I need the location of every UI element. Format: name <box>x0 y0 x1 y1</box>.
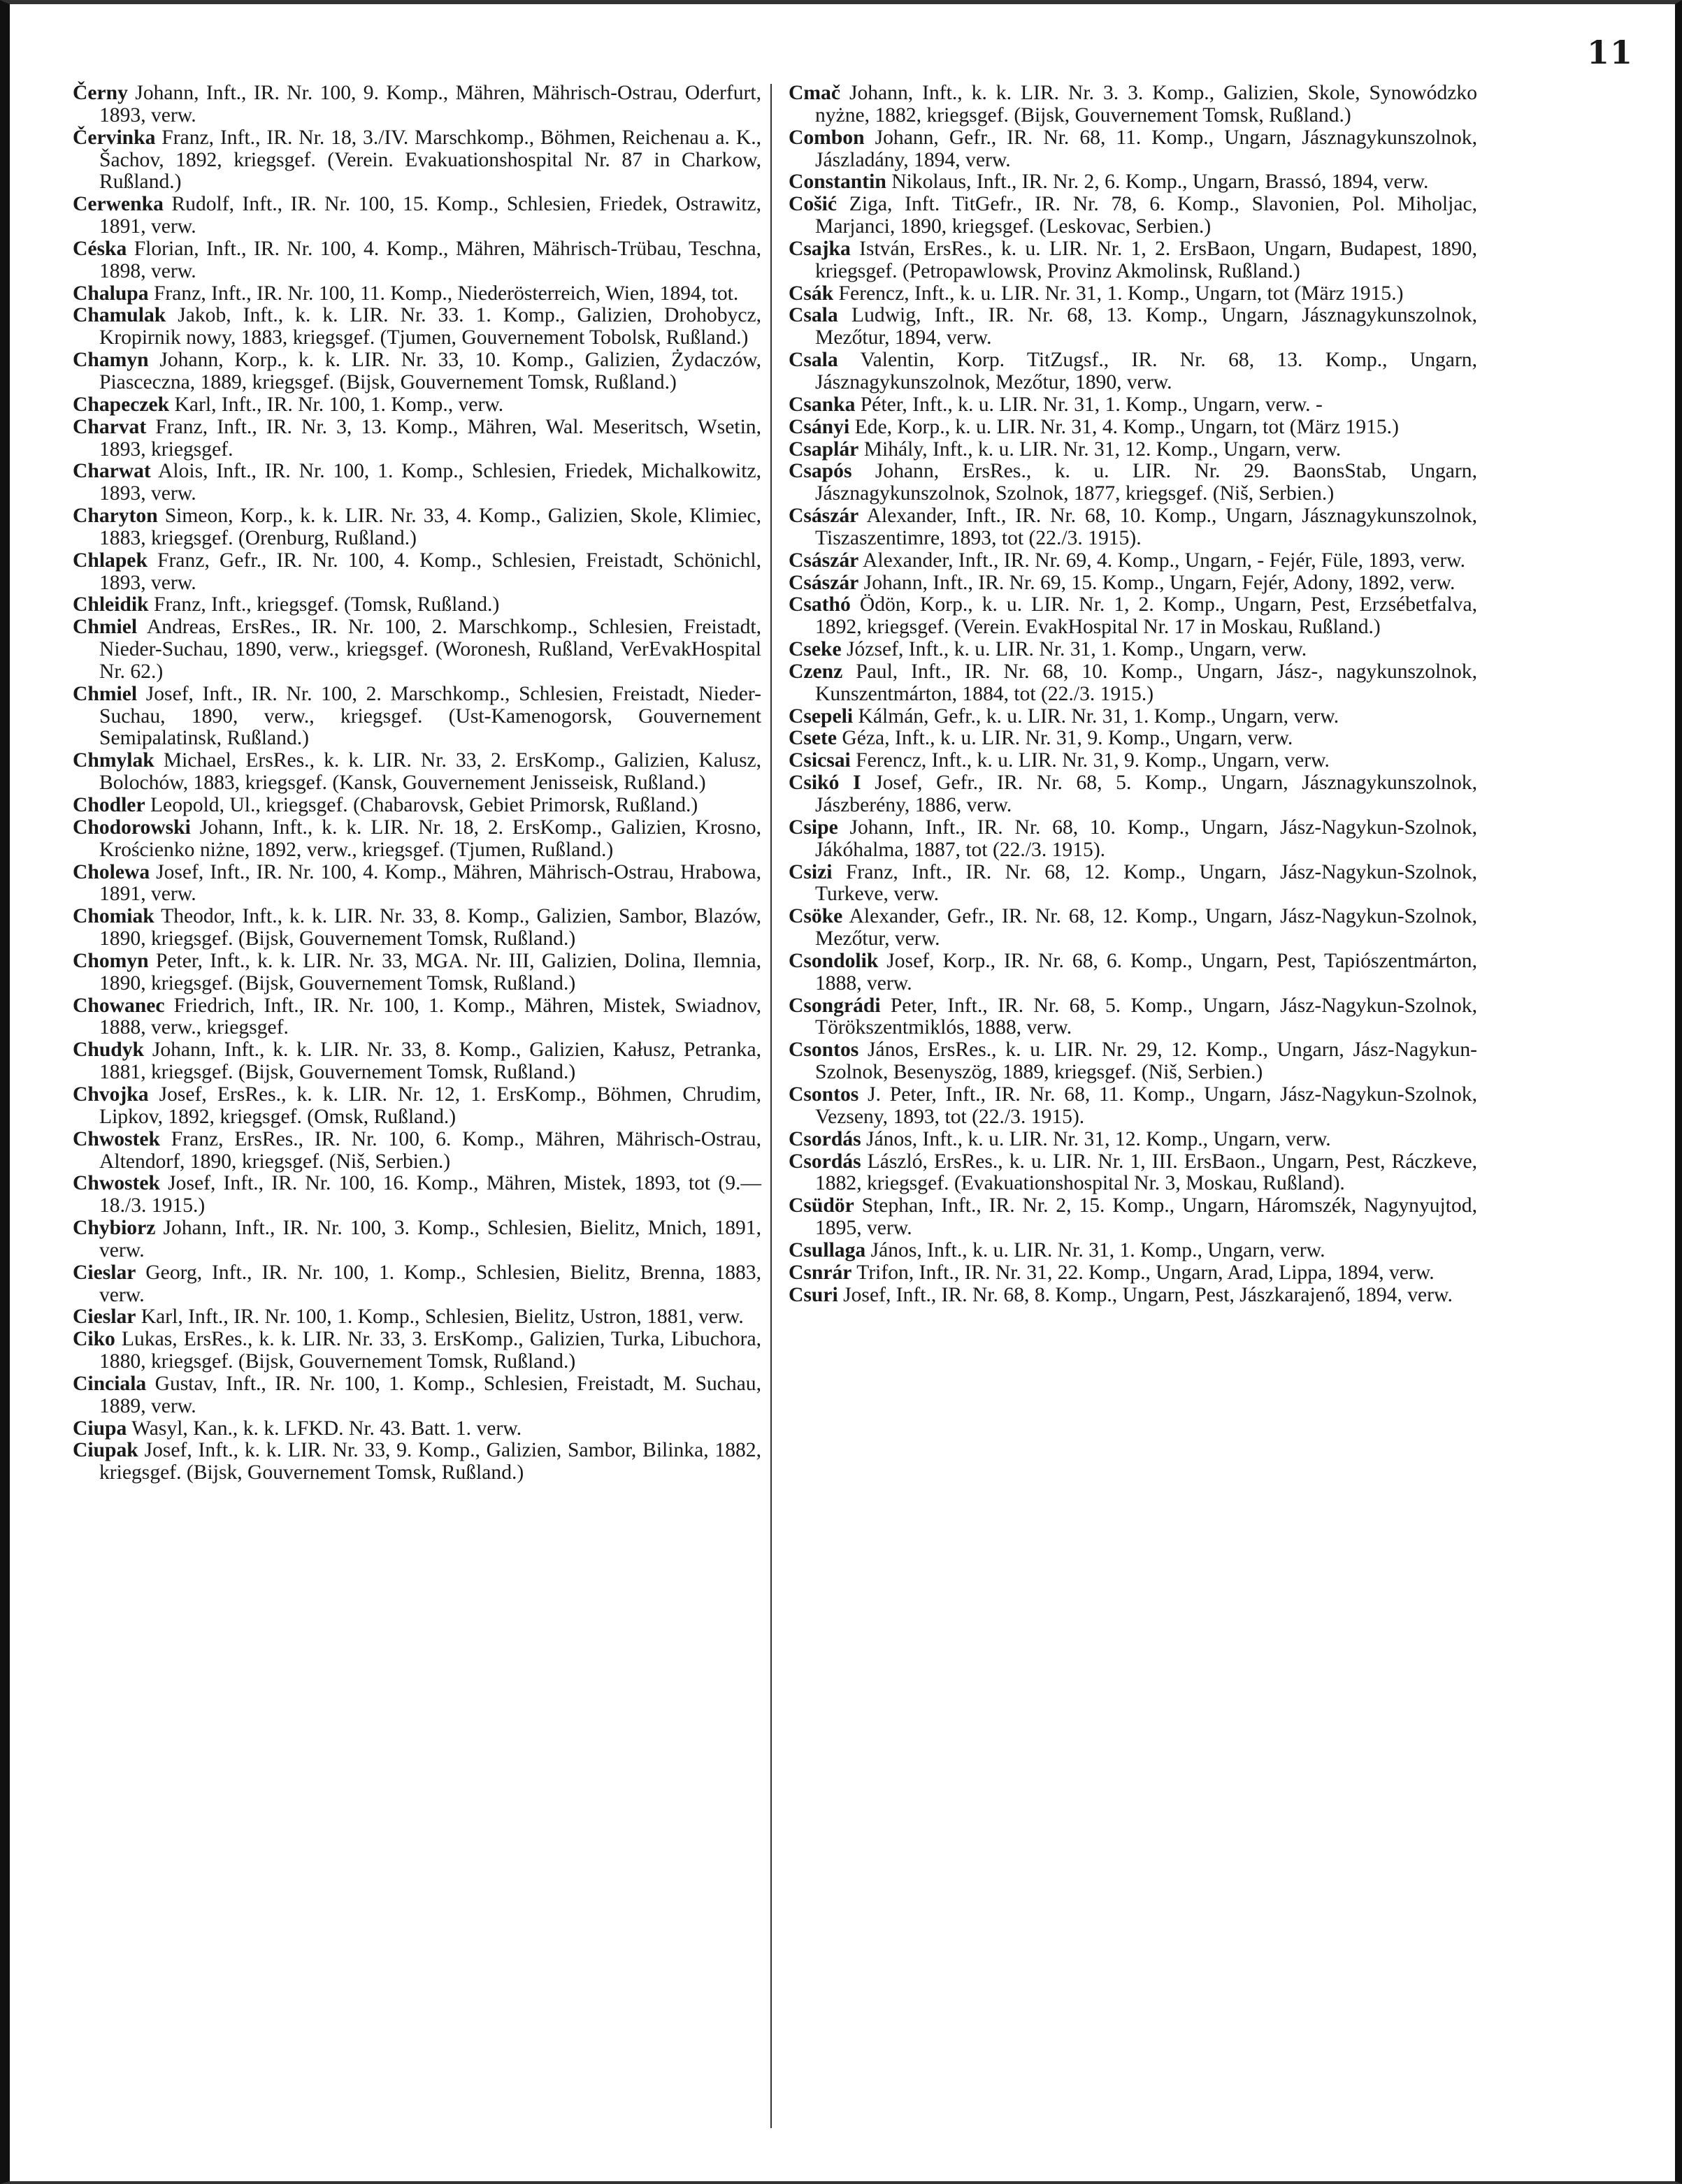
entry-surname: Ciko <box>73 1328 115 1351</box>
entry-details: Leopold, Ul., kriegsgef. (Chabarovsk, Gebiet Primorsk, Rußland.) <box>145 794 698 816</box>
entry-surname: Céska <box>73 237 127 260</box>
list-entry <box>789 995 1477 1040</box>
list-entry <box>789 750 1477 772</box>
entry-details: Alexander, Inft., IR. Nr. 69, 4. Komp., Ungarn, - Fejér, Füle, 1893, verw. <box>858 549 1466 572</box>
list-entry <box>789 1039 1477 1084</box>
entry-surname: Cmač <box>789 82 840 104</box>
entry-surname: Ciupa <box>73 1417 127 1440</box>
entry-surname: Cošić <box>789 193 838 216</box>
entry-details: Wasyl, Kan., k. k. LFKD. Nr. 43. Batt. 1. verw. <box>127 1417 522 1440</box>
list-entry <box>73 684 761 751</box>
list-entry <box>789 505 1477 550</box>
entry-details: Ferencz, Inft., k. u. LIR. Nr. 31, 1. Komp., Ungarn, tot (März 1915.) <box>833 282 1404 305</box>
entry-surname: Chapeczek <box>73 393 170 416</box>
list-entry <box>73 750 761 795</box>
entry-surname: Chvojka <box>73 1083 149 1106</box>
entry-surname: Csajka <box>789 237 851 260</box>
entry-details: Ede, Korp., k. u. LIR. Nr. 31, 4. Komp., Ungarn, tot (März 1915.) <box>849 415 1399 438</box>
entry-details: Nikolaus, Inft., IR. Nr. 2, 6. Komp., Ungarn, Brassó, 1894, verw. <box>886 171 1429 194</box>
entry-details: Kálmán, Gefr., k. u. LIR. Nr. 31, 1. Komp., Ungarn, verw. <box>853 704 1339 728</box>
entry-details: Josef, Inft., k. k. LIR. Nr. 33, 9. Komp., Galizien, Sambor, Bilinka, 1882, kriegsgef. (Bijsk, Gouvernement Tomsk, Rußland.) <box>99 1439 761 1484</box>
entry-surname: Csullaga <box>789 1238 866 1261</box>
entry-surname: Chamulak <box>73 304 166 327</box>
entry-surname: Chudyk <box>73 1039 145 1062</box>
list-entry <box>73 950 761 995</box>
entry-surname: Černy <box>73 82 128 104</box>
list-entry <box>789 550 1477 572</box>
list-entry <box>73 305 761 349</box>
entry-details: Rudolf, Inft., IR. Nr. 100, 15. Komp., Schlesien, Friedek, Ostrawitz, 1891, verw. <box>99 193 761 238</box>
list-entry <box>789 639 1477 661</box>
page-number: 11 <box>1586 34 1633 71</box>
entry-details: Franz, Inft., IR. Nr. 100, 11. Komp., Niederösterreich, Wien, 1894, tot. <box>148 282 739 305</box>
list-entry <box>73 417 761 461</box>
entry-surname: Csuri <box>789 1283 838 1306</box>
entry-details: Josef, Inft., IR. Nr. 68, 8. Komp., Ungarn, Pest, Jászkarajenő, 1894, verw. <box>838 1283 1453 1306</box>
list-entry <box>73 194 761 238</box>
list-entry <box>789 572 1477 595</box>
list-entry <box>73 1418 761 1440</box>
list-entry <box>73 1129 761 1173</box>
list-entry <box>789 305 1477 349</box>
list-entry <box>789 817 1477 862</box>
entry-surname: Csepeli <box>789 704 854 728</box>
entry-surname: Csaplár <box>789 437 859 461</box>
list-entry <box>73 1173 761 1217</box>
list-entry <box>789 127 1477 172</box>
entry-details: Theodor, Inft., k. k. LIR. Nr. 33, 8. Komp., Galizien, Sambor, Blazów, 1890, kriegsgef. (Bijsk, Gouvernement Tomsk, Rußland.) <box>99 905 761 950</box>
list-entry <box>73 82 761 127</box>
left-column <box>73 82 761 1484</box>
entry-surname: Csontos <box>789 1039 859 1062</box>
list-entry <box>789 439 1477 461</box>
entry-details: Georg, Inft., IR. Nr. 100, 1. Komp., Schlesien, Bielitz, Brenna, 1883, verw. <box>99 1261 761 1306</box>
entry-details: Friedrich, Inft., IR. Nr. 100, 1. Komp., Mähren, Mistek, Swiadnov, 1888, verw., kriegsgef. <box>99 994 761 1039</box>
entry-details: Johann, Inft., IR. Nr. 100, 3. Komp., Schlesien, Bielitz, Mnich, 1891, verw. <box>99 1217 761 1261</box>
entry-details: Valentin, Korp. TitZugsf., IR. Nr. 68, 13. Komp., Ungarn, Jásznagykunszolnok, Mezőtur, 1890, verw. <box>815 349 1477 393</box>
entry-surname: Csordás <box>789 1150 861 1173</box>
entry-surname: Csontos <box>789 1083 859 1106</box>
entry-details: Johann, ErsRes., k. u. LIR. Nr. 29. BaonsStab, Ungarn, Jásznagykunszolnok, Szolnok, 1877, kriegsgef. (Niš, Serbien.) <box>815 460 1477 505</box>
entry-details: Simeon, Korp., k. k. LIR. Nr. 33, 4. Komp., Galizien, Skole, Klimiec, 1883, kriegsgef. (Orenburg, Rußland.) <box>99 505 761 549</box>
list-entry <box>73 906 761 950</box>
list-entry <box>73 1329 761 1373</box>
entry-surname: Császár <box>789 571 859 594</box>
entry-surname: Csák <box>789 282 834 305</box>
entry-details: Josef, Inft., IR. Nr. 100, 2. Marschkomp., Schlesien, Freistadt, Nieder-Suchau, 1890, verw., kriegsgef. (Ust-Kamenogorsk, Gouvernement Semipalatinsk, Rußland.) <box>99 682 761 750</box>
entry-surname: Chodler <box>73 794 145 816</box>
entry-details: Michael, ErsRes., k. k. LIR. Nr. 33, 2. ErsKomp., Galizien, Kalusz, Bolochów, 1883, kriegsgef. (Kansk, Gouvernement Jenisseisk, Rußland.) <box>99 749 761 795</box>
entry-surname: Chleidik <box>73 593 149 616</box>
entry-details: Karl, Inft., IR. Nr. 100, 1. Komp., verw. <box>169 393 504 416</box>
entry-details: János, Inft., k. u. LIR. Nr. 31, 12. Komp., Ungarn, verw. <box>861 1127 1331 1150</box>
entry-surname: Chomiak <box>73 905 154 928</box>
list-entry <box>789 283 1477 305</box>
entry-surname: Cholewa <box>73 860 150 883</box>
entry-surname: Csizi <box>789 860 833 883</box>
list-entry <box>73 817 761 862</box>
list-entry <box>789 1195 1477 1240</box>
entry-details: János, Inft., k. u. LIR. Nr. 31, 1. Komp., Ungarn, verw. <box>865 1238 1325 1261</box>
entry-surname: Császár <box>789 505 859 528</box>
list-entry <box>789 1129 1477 1151</box>
entry-details: Péter, Inft., k. u. LIR. Nr. 31, 1. Komp., Ungarn, verw. - <box>855 393 1323 416</box>
entry-surname: Chlapek <box>73 549 148 572</box>
entry-surname: Csüdör <box>789 1194 854 1217</box>
entry-surname: Cieslar <box>73 1261 136 1284</box>
entry-surname: Charvat <box>73 415 147 438</box>
entry-details: Géza, Inft., k. u. LIR. Nr. 31, 9. Komp., Ungarn, verw. <box>837 727 1293 750</box>
right-column <box>789 82 1477 1306</box>
entry-details: Johann, Inft., k. k. LIR. Nr. 18, 2. ErsKomp., Galizien, Krosno, Krościenko niżne, 1892, verw., kriegsgef. (Tjumen, Rußland.) <box>99 816 761 861</box>
list-entry <box>789 1151 1477 1196</box>
entry-surname: Chmylak <box>73 749 154 772</box>
list-entry <box>789 906 1477 950</box>
entry-details: Mihály, Inft., k. u. LIR. Nr. 31, 12. Komp., Ungarn, verw. <box>858 437 1342 461</box>
entry-details: József, Inft., k. u. LIR. Nr. 31, 1. Komp., Ungarn, verw. <box>841 638 1307 661</box>
list-entry <box>789 461 1477 505</box>
list-entry <box>73 1217 761 1262</box>
list-entry <box>73 1306 761 1329</box>
list-entry <box>789 1262 1477 1285</box>
entry-details: Josef, ErsRes., k. k. LIR. Nr. 12, 1. ErsKomp., Böhmen, Chrudim, Lipkov, 1892, kriegsgef. (Omsk, Rußland.) <box>99 1083 761 1128</box>
list-entry <box>73 238 761 283</box>
entry-details: Gustav, Inft., IR. Nr. 100, 1. Komp., Schlesien, Freistadt, M. Suchau, 1889, verw. <box>99 1372 761 1417</box>
entry-surname: Csikó I <box>789 772 861 795</box>
entry-surname: Csányi <box>789 415 850 438</box>
entry-details: Johann, Inft., k. k. LIR. Nr. 33, 8. Komp., Galizien, Kałusz, Petranka, 1881, kriegsgef. (Bijsk, Gouvernement Tomsk, Rußland.) <box>99 1039 761 1084</box>
entry-surname: Červinka <box>73 126 156 149</box>
entry-details: János, ErsRes., k. u. LIR. Nr. 29, 12. Komp., Ungarn, Jász-Nagykun-Szolnok, Besenyszög, 1889, kriegsgef. (Niš, Serbien.) <box>815 1039 1477 1084</box>
entry-details: Andreas, ErsRes., IR. Nr. 100, 2. Marschkomp., Schlesien, Freistadt, Nieder-Suchau, 1890, verw., kriegsgef. (Woronesh, Rußland, VerEvakHospital Nr. 62.) <box>99 616 761 683</box>
list-entry <box>789 349 1477 394</box>
entry-surname: Császár <box>789 549 859 572</box>
entry-details: Josef, Inft., IR. Nr. 100, 4. Komp., Mähren, Mährisch-Ostrau, Hrabowa, 1891, verw. <box>99 860 761 906</box>
entry-surname: Csapós <box>789 460 852 483</box>
entry-details: Johann, Inft., k. k. LIR. Nr. 3. 3. Komp., Galizien, Skole, Synowódzko nyżne, 1882, kriegsgef. (Bijsk, Gouvernement Tomsk, Rußland.) <box>815 82 1477 126</box>
entry-surname: Czenz <box>789 660 843 683</box>
list-entry <box>789 594 1477 639</box>
entry-surname: Chybiorz <box>73 1217 156 1240</box>
list-entry <box>73 550 761 595</box>
list-entry <box>789 417 1477 439</box>
entry-details: Peter, Inft., k. k. LIR. Nr. 33, MGA. Nr. III, Galizien, Dolina, Ilemnia, 1890, kriegsgef. (Bijsk, Gouvernement Tomsk, Rußland.) <box>99 949 761 995</box>
entry-details: Ludwig, Inft., IR. Nr. 68, 13. Komp., Ungarn, Jásznagykunszolnok, Mezőtur, 1894, verw. <box>815 304 1477 349</box>
entry-surname: Csordás <box>789 1127 861 1150</box>
entry-surname: Csicsai <box>789 749 851 772</box>
entry-details: Karl, Inft., IR. Nr. 100, 1. Komp., Schlesien, Bielitz, Ustron, 1881, verw. <box>136 1306 744 1329</box>
list-entry <box>73 1262 761 1307</box>
entry-details: Ziga, Inft. TitGefr., IR. Nr. 78, 6. Komp., Slavonien, Pol. Miholjac, Marjanci, 1890, kriegsgef. (Leskovac, Serbien.) <box>815 193 1477 238</box>
entry-details: Jakob, Inft., k. k. LIR. Nr. 33. 1. Komp., Galizien, Drohobycz, Kropirnik nowy, 1883, kriegsgef. (Tjumen, Gouvernement Tobolsk, Rußland.) <box>99 304 761 349</box>
entry-details: Lukas, ErsRes., k. k. LIR. Nr. 33, 3. ErsKomp., Galizien, Turka, Libuchora, 1880, kriegsgef. (Bijsk, Gouvernement Tomsk, Rußland.) <box>99 1328 761 1373</box>
entry-surname: Constantin <box>789 171 886 194</box>
entry-surname: Chalupa <box>73 282 149 305</box>
entry-details: Josef, Korp., IR. Nr. 68, 6. Komp., Ungarn, Pest, Tapiószentmárton, 1888, verw. <box>815 949 1477 995</box>
list-entry <box>73 594 761 616</box>
entry-details: László, ErsRes., k. u. LIR. Nr. 1, III. ErsBaon., Ungarn, Pest, Ráczkeve, 1882, kriegsgef. (Evakuationshospital Nr. 3, Moskau, Rußland). <box>815 1150 1477 1195</box>
entry-details: Franz, Inft., IR. Nr. 18, 3./IV. Marschkomp., Böhmen, Reichenau a. K., Šachov, 1892, kriegsgef. (Verein. Evakuationshospital Nr. 87 in Charkow, Rußland.) <box>99 126 761 194</box>
entry-surname: Chowanec <box>73 994 165 1017</box>
list-entry <box>73 505 761 550</box>
list-entry <box>73 616 761 684</box>
column-divider <box>770 84 772 2128</box>
entry-details: Florian, Inft., IR. Nr. 100, 4. Komp., Mähren, Mährisch-Trübau, Teschna, 1898, verw. <box>99 237 761 282</box>
entry-surname: Chwostek <box>73 1127 160 1150</box>
list-entry <box>789 82 1477 127</box>
entry-surname: Csala <box>789 349 838 372</box>
entry-details: Peter, Inft., IR. Nr. 68, 5. Komp., Ungarn, Jász-Nagykun-Szolnok, Törökszentmiklós, 1888, verw. <box>815 994 1477 1039</box>
entry-surname: Csöke <box>789 905 843 928</box>
entry-details: Johann, Gefr., IR. Nr. 68, 11. Komp., Ungarn, Jásznagykunszolnok, Jászladány, 1894, verw. <box>815 126 1477 171</box>
entry-details: Alexander, Gefr., IR. Nr. 68, 12. Komp., Ungarn, Jász-Nagykun-Szolnok, Mezőtur, verw. <box>815 905 1477 950</box>
entry-details: Alexander, Inft., IR. Nr. 68, 10. Komp., Ungarn, Jásznagykunszolnok, Tiszaszentimre, 1893, tot (22./3. 1915). <box>815 505 1477 549</box>
entry-surname: Csnrár <box>789 1261 852 1284</box>
entry-details: Trifon, Inft., IR. Nr. 31, 22. Komp., Ungarn, Arad, Lippa, 1894, verw. <box>851 1261 1435 1284</box>
entry-details: Johann, Inft., IR. Nr. 100, 9. Komp., Mähren, Mährisch-Ostrau, Oderfurt, 1893, verw. <box>99 82 761 126</box>
entry-surname: Csongrádi <box>789 994 881 1017</box>
entry-surname: Charyton <box>73 505 158 528</box>
entry-surname: Cinciala <box>73 1372 147 1395</box>
list-entry <box>73 1084 761 1129</box>
list-entry <box>789 1240 1477 1262</box>
entry-details: Ödön, Korp., k. u. LIR. Nr. 1, 2. Komp., Ungarn, Pest, Erzsébetfalva, 1892, kriegsgef. (Verein. EvakHospital Nr. 17 in Moskau, Rußland.) <box>815 593 1477 639</box>
entry-surname: Csala <box>789 304 838 327</box>
list-entry <box>73 1373 761 1418</box>
entry-surname: Csete <box>789 727 838 750</box>
entry-surname: Chwostek <box>73 1172 160 1195</box>
list-entry <box>73 127 761 194</box>
list-entry <box>789 950 1477 995</box>
list-entry <box>73 995 761 1040</box>
entry-surname: Cieslar <box>73 1306 136 1329</box>
list-entry <box>73 394 761 417</box>
entry-surname: Chmiel <box>73 616 138 639</box>
entry-details: Josef, Gefr., IR. Nr. 68, 5. Komp., Ungarn, Jásznagykunszolnok, Jászberény, 1886, verw. <box>815 772 1478 816</box>
entry-details: Stephan, Inft., IR. Nr. 2, 15. Komp., Ungarn, Háromszék, Nagynyujtod, 1895, verw. <box>815 1194 1477 1240</box>
list-entry <box>789 772 1477 817</box>
entry-details: J. Peter, Inft., IR. Nr. 68, 11. Komp., Ungarn, Jász-Nagykun-Szolnok, Vezseny, 1893, tot (22./3. 1915). <box>815 1083 1477 1128</box>
entry-surname: Combon <box>789 126 865 149</box>
list-entry <box>73 283 761 305</box>
list-entry <box>73 1440 761 1484</box>
entry-surname: Csipe <box>789 816 838 839</box>
entry-surname: Chmiel <box>73 682 138 705</box>
list-entry <box>789 661 1477 706</box>
entry-details: Josef, Inft., IR. Nr. 100, 16. Komp., Mähren, Mistek, 1893, tot (9.—18./3. 1915.) <box>99 1172 761 1217</box>
list-entry <box>73 795 761 817</box>
entry-surname: Chomyn <box>73 949 149 972</box>
entry-details: Johann, Inft., IR. Nr. 68, 10. Komp., Ungarn, Jász-Nagykun-Szolnok, Jákóhalma, 1887, tot (22./3. 1915). <box>815 816 1477 861</box>
list-entry <box>789 394 1477 417</box>
list-entry <box>789 706 1477 728</box>
entry-surname: Cseke <box>789 638 842 661</box>
list-entry <box>73 862 761 906</box>
list-entry <box>789 171 1477 194</box>
entry-surname: Csanka <box>789 393 856 416</box>
entry-details: Franz, ErsRes., IR. Nr. 100, 6. Komp., Mähren, Mährisch-Ostrau, Altendorf, 1890, kriegsgef. (Niš, Serbien.) <box>99 1127 761 1173</box>
list-entry <box>789 1084 1477 1129</box>
list-entry <box>789 238 1477 283</box>
list-entry <box>789 194 1477 238</box>
entry-surname: Cerwenka <box>73 193 164 216</box>
list-entry <box>73 349 761 394</box>
entry-details: Franz, Gefr., IR. Nr. 100, 4. Komp., Schlesien, Freistadt, Schönichl, 1893, verw. <box>99 549 761 594</box>
entry-details: Johann, Korp., k. k. LIR. Nr. 33, 10. Komp., Galizien, Żydaczów, Piasceczna, 1889, kriegsgef. (Bijsk, Gouvernement Tomsk, Rußland.) <box>99 349 761 393</box>
entry-details: Franz, Inft., kriegsgef. (Tomsk, Rußland.) <box>148 593 500 616</box>
entry-surname: Ciupak <box>73 1439 138 1462</box>
entry-surname: Csondolik <box>789 949 879 972</box>
entry-details: Paul, Inft., IR. Nr. 68, 10. Komp., Ungarn, Jász-, nagykunszolnok, Kunszentmárton, 1884, tot (22./3. 1915.) <box>815 660 1477 705</box>
entry-surname: Charwat <box>73 460 151 483</box>
list-entry <box>789 1285 1477 1307</box>
list-entry <box>73 1039 761 1084</box>
entry-details: István, ErsRes., k. u. LIR. Nr. 1, 2. ErsBaon, Ungarn, Budapest, 1890, kriegsgef. (Petropawlowsk, Provinz Akmolinsk, Rußland.) <box>815 237 1477 282</box>
entry-surname: Chodorowski <box>73 816 191 839</box>
list-entry <box>789 728 1477 750</box>
entry-details: Johann, Inft., IR. Nr. 69, 15. Komp., Ungarn, Fejér, Adony, 1892, verw. <box>858 571 1455 594</box>
entry-details: Ferencz, Inft., k. u. LIR. Nr. 31, 9. Komp., Ungarn, verw. <box>850 749 1330 772</box>
entry-surname: Csathó <box>789 593 851 616</box>
entry-details: Alois, Inft., IR. Nr. 100, 1. Komp., Schlesien, Friedek, Michalkowitz, 1893, verw. <box>99 460 761 505</box>
list-entry <box>73 461 761 505</box>
entry-surname: Chamyn <box>73 349 149 372</box>
list-entry <box>789 862 1477 906</box>
entry-details: Franz, Inft., IR. Nr. 3, 13. Komp., Mähren, Wal. Meseritsch, Wsetin, 1893, kriegsgef. <box>99 415 761 461</box>
entry-details: Franz, Inft., IR. Nr. 68, 12. Komp., Ungarn, Jász-Nagykun-Szolnok, Turkeve, verw. <box>815 860 1477 906</box>
